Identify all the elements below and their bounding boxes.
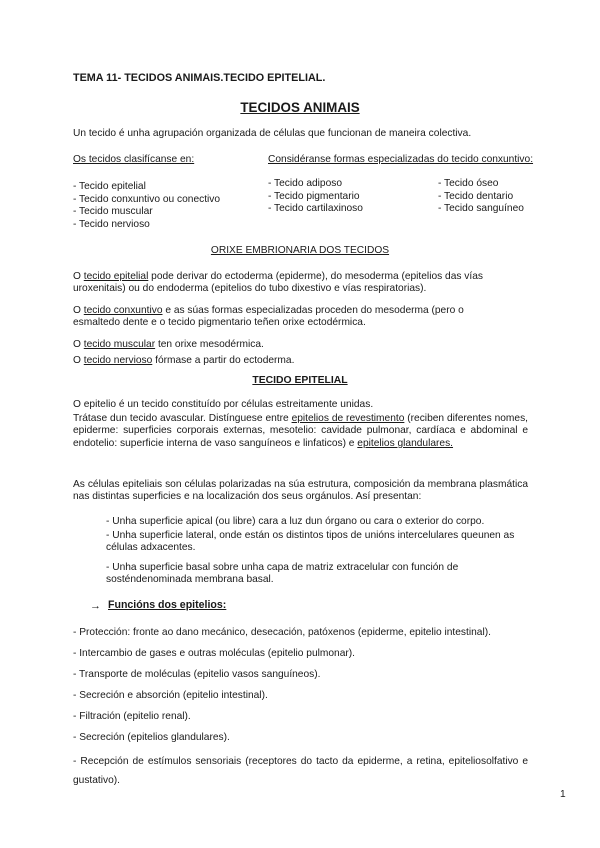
list-item: - Tecido nervioso bbox=[73, 218, 150, 230]
list-item: - Transporte de moléculas (epitelio vasos sanguíneos). bbox=[73, 669, 321, 680]
epitelial-heading: TECIDO EPITELIAL bbox=[252, 375, 348, 386]
list-item: - Secreción e absorción (epitelio intestinal). bbox=[73, 690, 268, 701]
term-tecido-epitelial: tecido epitelial bbox=[83, 271, 149, 282]
epitelial-types-paragraph: Trátase dun tecido avascular. Distínguese entre epitelios de revestimento (reciben diferentes nomes, epiderme: superficies corporais externas, mesotelio: cavidade pulmonar, cardíaca e abdominal e endotelio: superficie interna de vaso sanguíneos e linfaticos) e epitelios glandulares. bbox=[73, 413, 528, 449]
origin-conxuntivo-paragraph: O tecido conxuntivo e as súas formas especializadas proceden do mesoderma (pero o esmaltedo dente e o tecido pigmentario teñen orixe ectodérmica. bbox=[73, 305, 464, 329]
list-item: - Secreción (epitelios glandulares). bbox=[73, 732, 230, 743]
list-item: - Intercambio de gases e outras moléculas (epitelio pulmonar). bbox=[73, 648, 355, 659]
specialized-list-col1 bbox=[268, 178, 363, 216]
tema-heading: TEMA 11- TECIDOS ANIMAIS.TECIDO EPITELIAL. bbox=[73, 72, 326, 84]
list-item: - Tecido muscular bbox=[73, 206, 153, 218]
list-item: - Tecido adiposo bbox=[268, 178, 343, 189]
list-item: - Tecido cartilaxinoso bbox=[268, 203, 363, 215]
specialized-list-col2 bbox=[438, 178, 524, 216]
term-tecido-conxuntivo: tecido conxuntivo bbox=[83, 305, 163, 316]
lateral-surface-item: - Unha superficie lateral, onde están os distintos tipos de unións intercelulares queunen as células adxacentes. bbox=[106, 530, 515, 554]
list-item: - Tecido óseo bbox=[438, 178, 499, 189]
term-tecido-nervioso: tecido nervioso bbox=[83, 355, 153, 366]
page-number: 1 bbox=[560, 789, 566, 800]
origin-nervioso-paragraph: O tecido nervioso fórmase a partir do ectoderma. bbox=[73, 355, 295, 366]
intro-paragraph: Un tecido é unha agrupación organizada de células que funcionan de maneira colectiva. bbox=[73, 128, 472, 139]
classification-right-heading: Considéranse formas especializadas do tecido conxuntivo: bbox=[268, 154, 534, 165]
list-item: - Recepción de estímulos sensoriais (receptores do tacto da epiderme, a retina, epiteliosolfativo e gustativo). bbox=[73, 756, 528, 786]
basal-surface-item: - Unha superficie basal sobre unha capa de matriz extracelular con función de sosténdenominada membrana basal. bbox=[106, 562, 459, 586]
epitelial-intro-line: O epitelio é un tecido constituído por células estreitamente unidas. bbox=[73, 399, 374, 410]
term-epitelios-glandulares: epitelios glandulares. bbox=[357, 437, 454, 449]
list-item: - Filtración (epitelio renal). bbox=[73, 711, 191, 722]
classification-left-heading: Os tecidos clasifícanse en: bbox=[73, 154, 195, 165]
list-item: - Tecido epitelial bbox=[73, 181, 146, 192]
page-title: TECIDOS ANIMAIS bbox=[240, 100, 360, 115]
term-epitelios-revestimento: epitelios de revestimento bbox=[291, 413, 405, 424]
term-tecido-muscular: tecido muscular bbox=[83, 339, 156, 350]
list-item: - Tecido sanguíneo bbox=[438, 203, 524, 215]
functions-heading: Funcións dos epitelios: bbox=[108, 599, 227, 611]
list-item: - Tecido conxuntivo ou conectivo bbox=[73, 193, 221, 205]
polarized-cells-paragraph: As células epiteliais son células polarizadas na súa estrutura, composición da membrana plasmática nas distintas superficies e na localización dos seus orgánulos. Así presentan: bbox=[73, 479, 528, 503]
origin-epitelial-paragraph: O tecido epitelial pode derivar do ectoderma (epiderme), do mesoderma (epitelios das vías uroxenitais) ou do endoderma (epitelios do tubo dixestivo e vías respiratorias). bbox=[73, 271, 483, 295]
tissue-list bbox=[73, 181, 220, 231]
list-item: - Tecido dentario bbox=[438, 190, 514, 202]
origin-muscular-paragraph: O tecido muscular ten orixe mesodérmica. bbox=[73, 339, 264, 350]
origin-heading: ORIXE EMBRIONARIA DOS TECIDOS bbox=[210, 245, 390, 256]
arrow-icon: → bbox=[90, 600, 101, 612]
list-item: - Protección: fronte ao dano mecánico, desecación, patóxenos (epiderme, epitelio intestinal). bbox=[73, 627, 491, 638]
list-item: - Tecido pigmentario bbox=[268, 190, 360, 202]
apical-surface-item: - Unha superficie apical (ou libre) cara a luz dun órgano ou cara o exterior do corpo. bbox=[106, 516, 485, 527]
